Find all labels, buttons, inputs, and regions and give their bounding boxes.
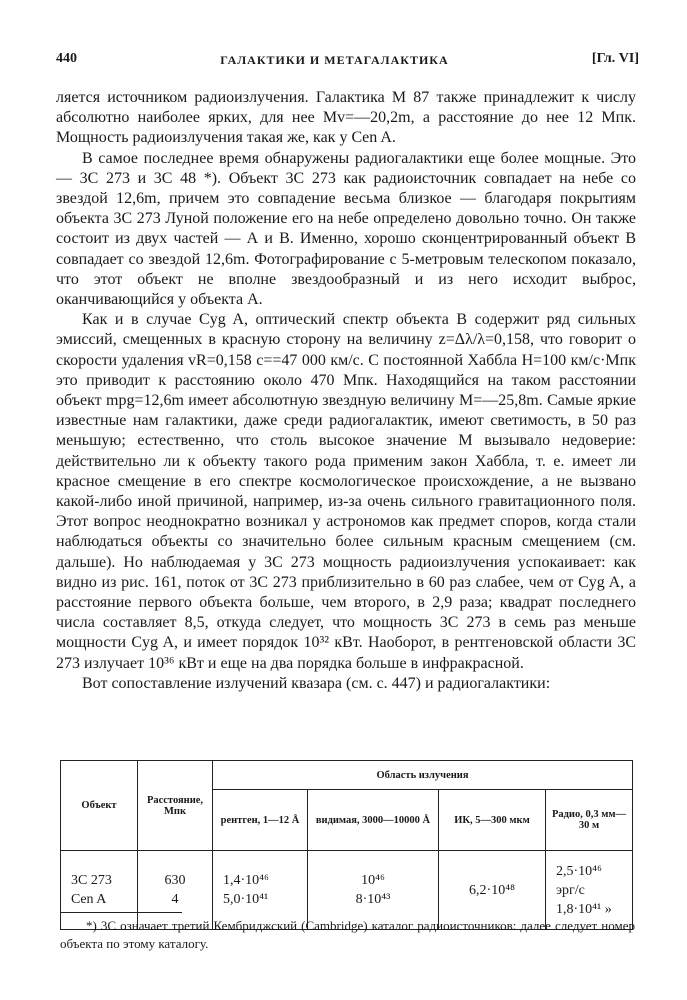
paragraph-1: ляется источником радиоизлучения. Галактика М 87 также принадлежит к числу абсолютно наиболее ярких, для нее Mv=—20,2m, а расстояние до нее 12 Мпк. Мощность радиоизлучения такая же, как у Cen A.: [56, 89, 636, 147]
header-radio: Радио, 0,3 мм—30 м: [546, 790, 633, 851]
object-name: 3С 273: [71, 873, 112, 888]
header-distance: Расстояние, Мпк: [138, 761, 213, 851]
running-header: [56, 51, 639, 71]
running-title: ГАЛАКТИКИ И МЕТАГАЛАКТИКА: [220, 53, 449, 67]
distance-value: 4: [171, 892, 179, 907]
distance-value: 630: [164, 873, 186, 888]
main-text: [56, 88, 636, 694]
header-xray: рентген, 1—12 Å: [213, 790, 308, 851]
object-name: Cen A: [71, 892, 107, 907]
header-emission-region: Область излучения: [213, 761, 633, 790]
visible-value: 10⁴⁶: [361, 873, 385, 888]
radio-value: 2,5·10⁴⁶ эрг/с: [556, 863, 602, 898]
header-object: Объект: [61, 761, 138, 851]
paragraph-2: В самое последнее время обнаружены радиогалактики еще более мощные. Это — 3С 273 и 3С 48 *). Объект 3С 273 как радиоисточник совпадает на небе со звездой 12,6m, причем это совпадение весьма близкое — благодаря покрытиям объекта 3С 273 Луной положение его на небе определено довольно точно. Он также состоит из двух частей — А и В. Именно, хорошо сконцентрированный объект В совпадает со звездой 12,6m. Фотографирование с 5-метровым телескопом показало, что этот объект не вполне звездообразный и из него исходит выброс, оканчивающийся у объекта А.: [56, 149, 636, 309]
radio-value: 1,8·10⁴¹ »: [556, 901, 612, 917]
paragraph-4: Вот сопоставление излучений квазара (см. с. 447) и радиогалактики:: [82, 674, 551, 692]
footnote: *) 3С означает третий Кембриджский (Cambridge) каталог радиоисточников: далее следует номер объекта по этому каталогу.: [60, 918, 635, 951]
page-number: 440: [56, 51, 77, 66]
ir-value: 6,2·10⁴⁸: [469, 882, 515, 898]
xray-value: 1,4·10⁴⁶: [223, 873, 269, 888]
footnote-divider: [60, 912, 182, 913]
xray-value: 5,0·10⁴¹: [223, 892, 269, 907]
emission-comparison-table: [60, 760, 633, 930]
paragraph-3: Как и в случае Cyg A, оптический спектр объекта В содержит ряд сильных эмиссий, смещенных в красную сторону на величину z=Δλ/λ=0,158, что говорит о скорости удаления vR=0,158 c==47 000 км/с. С постоянной Хаббла H=100 км/с·Мпк это приводит к расстоянию около 470 Мпк. Находящийся на таком расстоянии объект mpg=12,6m имеет абсолютную звездную величину M=—25,8m. Самые яркие известные нам галактики, даже среди радиогалактик, имеют светимость, в 50 раз меньшую; естественно, что столь высокое значение M вызывало недоверие: действительно ли к объекту такого рода применим закон Хаббла, т. е. имеет ли красное смещение в его спектре космологическое происхождение, а не вызвано какой-либо иной причиной, например, из-за очень сильного гравитационного поля. Этот вопрос неоднократно возникал у астрономов как предмет споров, когда стали наблюдаться объекты со значительно более сильным красным смещением (см. дальше). Но наблюдаемая у 3С 273 мощность радиоизлучения успокаивает: как видно из рис. 161, поток от 3С 273 приблизительно в 60 раз слабее, чем от Cyg A, а расстояние первого объекта больше, чем второго, в 2,9 раза; квадрат последнего числа составляет 8,5, откуда следует, что мощность 3С 273 в семь раз меньше мощности Cyg A, и имеет порядок 10³² кВт. Наоборот, в рентгеновской области 3С 273 излучает 10³⁶ кВт и еще на два порядка больше в инфракрасной.: [56, 311, 636, 672]
visible-value: 8·10⁴³: [355, 892, 391, 907]
header-visible: видимая, 3000—10000 Å: [308, 790, 439, 851]
chapter-marker: [Гл. VI]: [591, 51, 639, 66]
header-ir: ИК, 5—300 мкм: [439, 790, 546, 851]
